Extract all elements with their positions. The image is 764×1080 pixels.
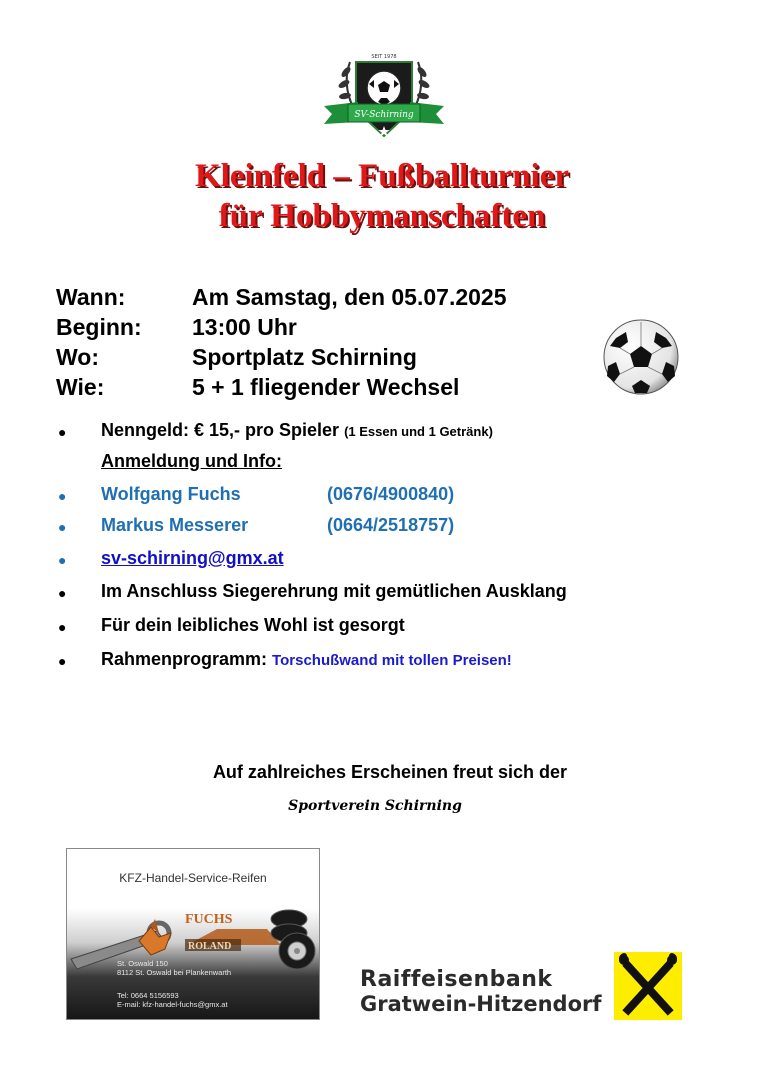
sponsor-kfz-phone: Tel: 0664 5156593 bbox=[117, 991, 179, 1000]
sponsor-bank-line2: Gratwein-Hitzendorf bbox=[360, 992, 602, 1016]
sponsor-kfz-logo-text-top: FUCHS bbox=[185, 912, 233, 927]
sponsor-kfz-email: E-mail: kfz-handel-fuchs@gmx.at bbox=[117, 1000, 228, 1009]
program-line bbox=[101, 649, 512, 670]
program-label: Rahmenprogramm: bbox=[101, 649, 268, 669]
sponsor-kfz-address1: St. Oswald 150 bbox=[117, 959, 168, 968]
email-link[interactable]: sv-schirning@gmx.at bbox=[101, 548, 284, 568]
ceremony-text: Im Anschluss Siegerehrung mit gemütlichen Ausklang bbox=[101, 581, 567, 601]
entry-fee bbox=[101, 420, 493, 441]
soccer-ball-icon bbox=[602, 318, 680, 396]
sponsor-kfz-logo-text-bottom: ROLAND bbox=[188, 941, 232, 952]
detail-value-where: Sportplatz Schirning bbox=[192, 344, 417, 370]
detail-value-how: 5 + 1 fliegender Wechsel bbox=[192, 374, 460, 400]
crest-club-name: SV-Schirning bbox=[354, 110, 414, 120]
contact-name-1: Wolfgang Fuchs bbox=[101, 484, 241, 504]
entry-fee-note: (1 Essen und 1 Getränk) bbox=[344, 424, 493, 439]
sponsor-kfz-ad bbox=[66, 848, 320, 1020]
contact-phone-1: (0676/4900840) bbox=[327, 484, 455, 504]
bullet-icon: ● bbox=[58, 552, 67, 568]
sponsor-kfz-address2: 8112 St. Oswald bei Plankenwarth bbox=[117, 968, 232, 977]
program-value: Torschußwand mit tollen Preisen! bbox=[272, 652, 512, 669]
detail-label-start: Beginn: bbox=[56, 314, 142, 340]
sponsor-bank-name bbox=[360, 968, 602, 1016]
sponsor-kfz-headline: KFZ-Handel-Service-Reifen bbox=[119, 871, 267, 885]
sponsor-bank-line1: Raiffeisenbank bbox=[360, 967, 553, 992]
bullet-icon: ● bbox=[58, 519, 67, 535]
bullet-icon: ● bbox=[58, 488, 67, 504]
bullet-icon: ● bbox=[58, 585, 67, 601]
registration-heading: Anmeldung und Info: bbox=[101, 451, 282, 471]
club-crest-logo bbox=[322, 44, 446, 148]
detail-label-how: Wie: bbox=[56, 374, 105, 400]
closing-text: Auf zahlreiches Erscheinen freut sich der bbox=[212, 762, 568, 782]
signature-text: Sportverein Schirning bbox=[288, 798, 462, 814]
contact-name-2: Markus Messerer bbox=[101, 515, 249, 535]
detail-value-when: Am Samstag, den 05.07.2025 bbox=[192, 284, 507, 310]
crest-founded-text: SEIT 1978 bbox=[371, 54, 397, 60]
detail-value-start: 13:00 Uhr bbox=[192, 314, 297, 340]
food-text: Für dein leibliches Wohl ist gesorgt bbox=[101, 615, 405, 635]
bullet-icon: ● bbox=[58, 424, 67, 440]
entry-fee-label: Nenngeld: € 15,- pro Spieler bbox=[101, 420, 340, 440]
title-line-1: Kleinfeld – Fußballturnier bbox=[194, 158, 570, 194]
bullet-icon: ● bbox=[58, 619, 67, 635]
title-line-2: für Hobbymanschaften bbox=[218, 198, 546, 234]
detail-label-when: Wann: bbox=[56, 284, 126, 310]
detail-label-where: Wo: bbox=[56, 344, 100, 370]
bullet-icon: ● bbox=[58, 653, 67, 669]
contact-phone-2: (0664/2518757) bbox=[327, 515, 455, 535]
raiffeisen-logo-icon bbox=[614, 952, 682, 1020]
